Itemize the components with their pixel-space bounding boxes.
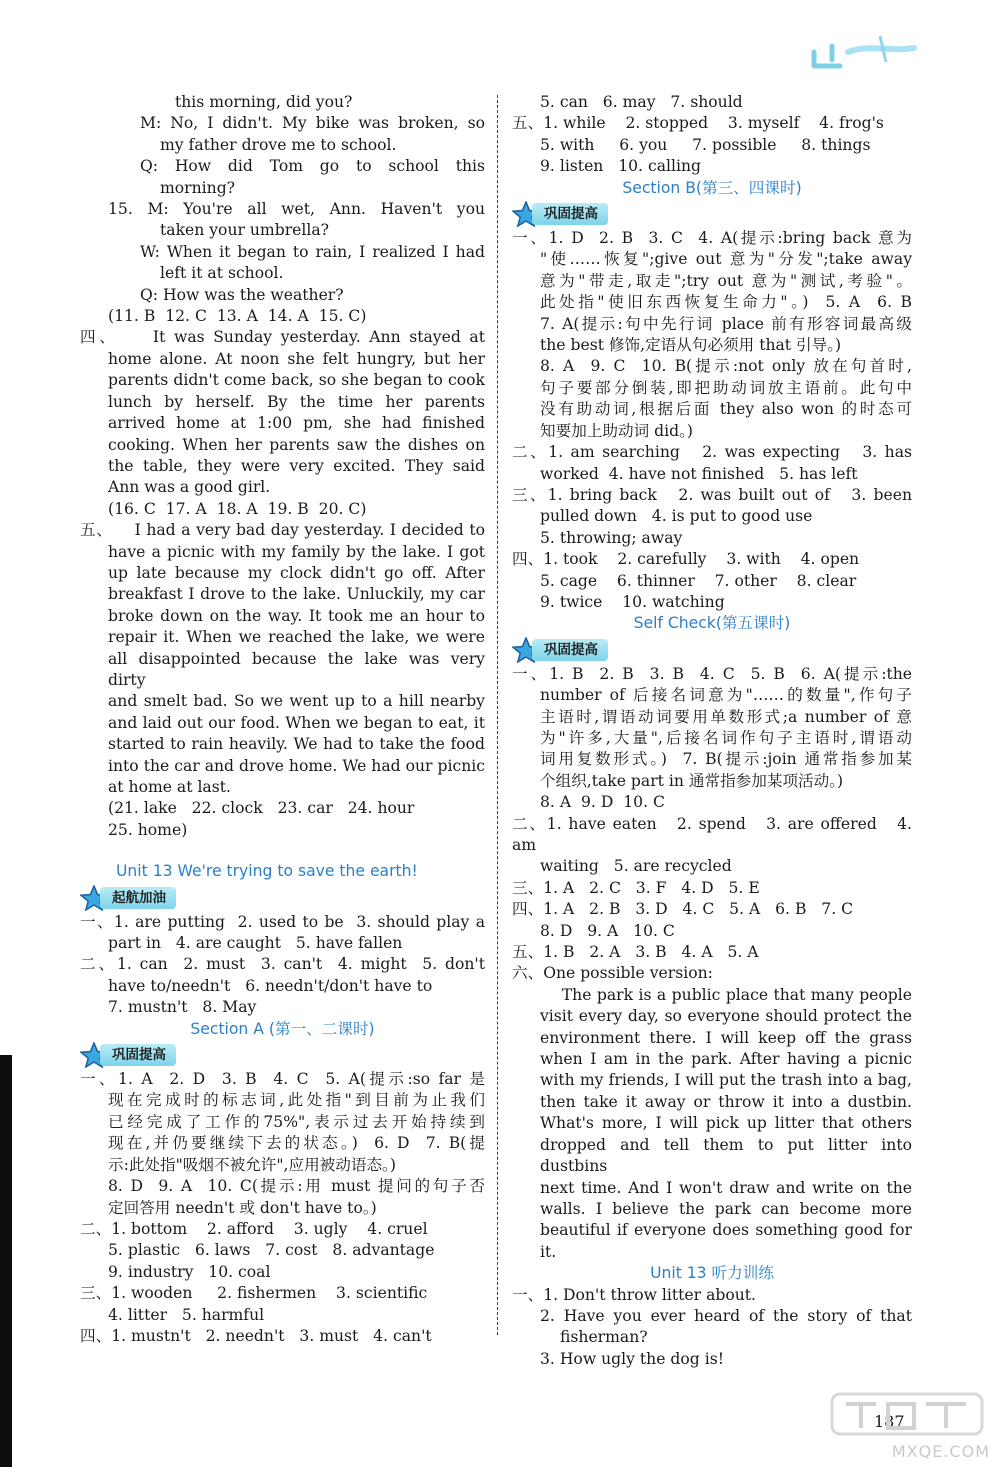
answer-line: Q: How did Tom go to school this bbox=[140, 157, 485, 176]
answer-line: walls. I believe the park can become more bbox=[540, 1199, 912, 1218]
answer-line: 9. listen 10. calling bbox=[540, 157, 701, 176]
answer-line: 句子要部分倒装,即把助动词放主语前。此句中 bbox=[540, 378, 912, 397]
answer-line: 8. A 9. C 10. B(提示:not only 放在句首时, bbox=[540, 357, 912, 376]
answer-line: pulled down 4. is put to good use bbox=[540, 507, 813, 526]
answer-line: 二、1. am searching 2. was expecting 3. has bbox=[512, 443, 912, 462]
section-badge bbox=[80, 1042, 485, 1068]
answer-line: 示:此处指"吸烟不被允许",应用被动语态。) bbox=[108, 1155, 396, 1174]
answer-line: 8. D 9. A 10. C bbox=[540, 921, 675, 940]
answer-line: "使……恢复";give out 意为"分发";take away bbox=[540, 250, 912, 269]
answer-line: taken your umbrella? bbox=[160, 221, 330, 240]
answer-line: 三、1. A 2. C 3. F 4. D 5. E bbox=[512, 878, 760, 897]
answer-line: 此处指"使旧东西恢复生命力"。) 5. A 6. B bbox=[540, 293, 912, 312]
page-number: 187 bbox=[874, 1412, 905, 1431]
answer-line: 5. can 6. may 7. should bbox=[540, 93, 743, 111]
answer-line: 五、1. B 2. A 3. B 4. A 5. A bbox=[512, 943, 759, 962]
answer-line: 五、1. while 2. stopped 3. myself 4. frog's bbox=[512, 114, 884, 133]
answer-line: 8. A 9. D 10. C bbox=[540, 793, 665, 812]
corner-decoration bbox=[810, 22, 920, 82]
answer-line: 三、1. wooden 2. fishermen 3. scientific bbox=[80, 1284, 428, 1303]
answer-line: 已经完成了工作的75%",表示过去开始持续到 bbox=[108, 1112, 485, 1131]
answer-line: 意为"带走,取走";try out 意为"测试,考验"。 bbox=[540, 271, 912, 290]
answer-line: 四、 It was Sunday yesterday. Ann stayed at bbox=[80, 328, 485, 347]
answer-line: 8. D 9. A 10. C(提示:用 must 提问的句子否 bbox=[108, 1177, 485, 1196]
answer-line: and smelt bad. So we went up to a hill nearby bbox=[108, 692, 485, 711]
answer-line: 一、1. D 2. B 3. C 4. A(提示:bring back 意为 bbox=[512, 229, 912, 248]
answer-line: Q: How was the weather? bbox=[140, 285, 344, 304]
answer-line: 二、1. have eaten 2. spend 3. are offered 4. am bbox=[512, 814, 917, 854]
answer-line: when I am in the park. After having a picnic bbox=[540, 1050, 912, 1069]
answer-line: 9. industry 10. coal bbox=[108, 1262, 271, 1281]
answer-line: 5. with 6. you 7. possible 8. things bbox=[540, 135, 871, 154]
answer-line: 25. home) bbox=[108, 820, 188, 839]
section-heading: Section A (第一、二课时) bbox=[190, 1019, 375, 1038]
answer-line: (21. lake 22. clock 23. car 24. hour bbox=[108, 799, 415, 818]
answer-line: cooking. When her parents saw the dishes on bbox=[108, 435, 485, 454]
answer-line: 5. cage 6. thinner 7. other 8. clear bbox=[540, 571, 857, 590]
answer-line: dropped and tell them to put litter into dustbins bbox=[540, 1135, 917, 1176]
answer-line: 为"许多,大量",后接名词作句子主语时,谓语动 bbox=[540, 728, 912, 747]
answer-line: into the car and drove home. We had our picnic bbox=[108, 756, 485, 775]
answer-line: 现在完成时的标志词,此处指"到目前为止我们 bbox=[108, 1091, 485, 1110]
answer-line: 9. twice 10. watching bbox=[540, 592, 725, 611]
answer-line: 15. M: You're all wet, Ann. Haven't you bbox=[108, 200, 485, 219]
section-badge bbox=[80, 885, 485, 911]
answer-line: 一、1. A 2. D 3. B 4. C 5. A(提示:so far 是 bbox=[80, 1070, 485, 1089]
answer-line: 5. plastic 6. laws 7. cost 8. advantage bbox=[108, 1241, 435, 1260]
answer-line: 知要加上助动词 did。) bbox=[540, 421, 693, 440]
column-divider bbox=[497, 95, 498, 1335]
page-edge-bar bbox=[0, 1055, 12, 1467]
section-badge bbox=[512, 201, 912, 227]
answer-line: 2. Have you ever heard of the story of that bbox=[540, 1306, 912, 1325]
answer-line: What's more, I will pick up litter that others bbox=[540, 1114, 912, 1133]
section-heading: Self Check(第五课时) bbox=[633, 614, 791, 633]
answer-line: W: When it began to rain, I realized I had bbox=[140, 242, 485, 261]
answer-line: it. bbox=[540, 1242, 557, 1261]
answer-line: fisherman? bbox=[560, 1328, 648, 1347]
answer-line: 四、1. mustn't 2. needn't 3. must 4. can't bbox=[80, 1326, 432, 1345]
answer-line: the best 修饰,定语从句必须用 that 引导。) bbox=[540, 336, 842, 355]
section-heading: Section B(第三、四课时) bbox=[622, 178, 802, 197]
answer-line: 个组织,take part in 通常指参加某项活动。) bbox=[540, 771, 844, 790]
answer-line: broke down on the way. It took me an hour to bbox=[108, 606, 485, 625]
answer-line: at home at last. bbox=[108, 778, 231, 796]
answer-line: this morning, did you? bbox=[175, 93, 353, 111]
answer-line: The park is a public place that many people bbox=[540, 985, 912, 1004]
answer-line: 四、1. A 2. B 3. D 4. C 5. A 6. B 7. C bbox=[512, 900, 854, 919]
answer-line: 六、One possible version: bbox=[512, 964, 713, 983]
answer-line: have a picnic with my family by the lake. I got bbox=[108, 542, 485, 561]
answer-line: visit every day, so everyone should protect the bbox=[540, 1007, 912, 1026]
answer-line: 一、1. are putting 2. used to be 3. should play a bbox=[80, 912, 485, 931]
answer-line: 一、1. B 2. B 3. B 4. C 5. B 6. A(提示:the bbox=[512, 664, 912, 683]
answer-line: part in 4. are caught 5. have fallen bbox=[108, 934, 403, 953]
answer-line: 7. A(提示:句中先行词 place 前有形容词最高级 bbox=[540, 314, 912, 333]
answer-line: 五、 I had a very bad day yesterday. I decided to bbox=[80, 521, 485, 540]
answer-line: morning? bbox=[160, 178, 236, 197]
section-badge-label: 巩固提高 bbox=[532, 203, 608, 225]
answer-line: repair it. When we reached the lake, we were bbox=[108, 628, 485, 647]
answer-line: then take it away or throw it into a dustbin. bbox=[540, 1092, 912, 1111]
answer-line: all disappointed because the lake was very dirty bbox=[108, 649, 490, 689]
answer-line: beautiful if everyone does something good for bbox=[540, 1221, 912, 1240]
answer-line: 四、1. took 2. carefully 3. with 4. open bbox=[512, 550, 860, 569]
spacer bbox=[80, 841, 485, 861]
answer-line: with my friends, I will put the trash into a bag, bbox=[540, 1071, 912, 1090]
answer-line: 定回答用 needn't 或 don't have to。) bbox=[108, 1198, 377, 1217]
answer-line: (16. C 17. A 18. A 19. B 20. C) bbox=[108, 499, 367, 518]
answer-line: 二、1. can 2. must 3. can't 4. might 5. don't bbox=[80, 955, 485, 974]
answer-line: 7. mustn't 8. May bbox=[108, 998, 257, 1017]
answer-line: 5. throwing; away bbox=[540, 528, 683, 547]
answer-line: left it at school. bbox=[160, 264, 284, 283]
right-column bbox=[512, 92, 917, 1370]
answer-line: 现在,并仍要继续下去的状态。) 6. D 7. B(提 bbox=[108, 1134, 485, 1153]
section-heading: Unit 13 听力训练 bbox=[650, 1264, 774, 1283]
watermark-text: MXQE.COM bbox=[891, 1442, 990, 1461]
answer-line: parents didn't come back, so she began to cook bbox=[108, 371, 485, 390]
answer-line: up late because my clock didn't go off. After bbox=[108, 563, 485, 582]
section-badge-label: 巩固提高 bbox=[100, 1044, 176, 1066]
answer-line: (11. B 12. C 13. A 14. A 15. C) bbox=[108, 307, 367, 326]
answer-line: my father drove me to school. bbox=[160, 135, 397, 154]
answer-line: lunch by herself. By the time her parents bbox=[108, 392, 485, 411]
section-badge bbox=[512, 637, 912, 663]
answer-line: arrived home at 1:00 pm, she had finished bbox=[108, 414, 485, 433]
answer-line: have to/needn't 6. needn't/don't have to bbox=[108, 976, 433, 995]
answer-line: 3. How ugly the dog is! bbox=[540, 1349, 724, 1368]
section-heading: Unit 13 We're trying to save the earth! bbox=[116, 862, 418, 881]
answer-line: M: No, I didn't. My bike was broken, so bbox=[140, 114, 485, 133]
answer-line: 4. litter 5. harmful bbox=[108, 1305, 265, 1324]
answer-line: 三、1. bring back 2. was built out of 3. been bbox=[512, 485, 912, 504]
answer-line: Ann was a good girl. bbox=[108, 478, 271, 497]
answer-line: next time. And I won't draw and write on the bbox=[540, 1178, 912, 1197]
answer-line: waiting 5. are recycled bbox=[540, 857, 732, 876]
answer-line: started to rain heavily. We had to take the food bbox=[108, 735, 485, 754]
answer-line: 主语时,谓语动词要用单数形式;a number of 意 bbox=[540, 707, 912, 726]
section-badge-label: 巩固提高 bbox=[532, 639, 608, 661]
answer-line: 二、1. bottom 2. afford 3. ugly 4. cruel bbox=[80, 1219, 428, 1238]
answer-line: 词用复数形式。) 7. B(提示:join 通常指参加某 bbox=[540, 750, 912, 769]
answer-line: number of 后接名词意为"……的数量",作句子 bbox=[540, 686, 912, 705]
left-column bbox=[80, 92, 490, 1347]
answer-line: the table, they were very excited. They said bbox=[108, 456, 485, 475]
answer-line: 没有助动词,根据后面 they also won 的时态可 bbox=[540, 400, 912, 419]
section-badge-label: 起航加油 bbox=[100, 887, 176, 909]
answer-line: and laid out our food. When we began to eat, it bbox=[108, 713, 485, 732]
answer-line: worked 4. have not finished 5. has left bbox=[540, 464, 858, 483]
answer-line: 一、1. Don't throw litter about. bbox=[512, 1285, 757, 1304]
answer-line: environment there. I will keep off the grass bbox=[540, 1028, 912, 1047]
answer-line: breakfast I drove to the lake. Unluckily, my car bbox=[108, 585, 485, 604]
answer-line: home alone. At noon she felt hungry, but her bbox=[108, 349, 485, 368]
